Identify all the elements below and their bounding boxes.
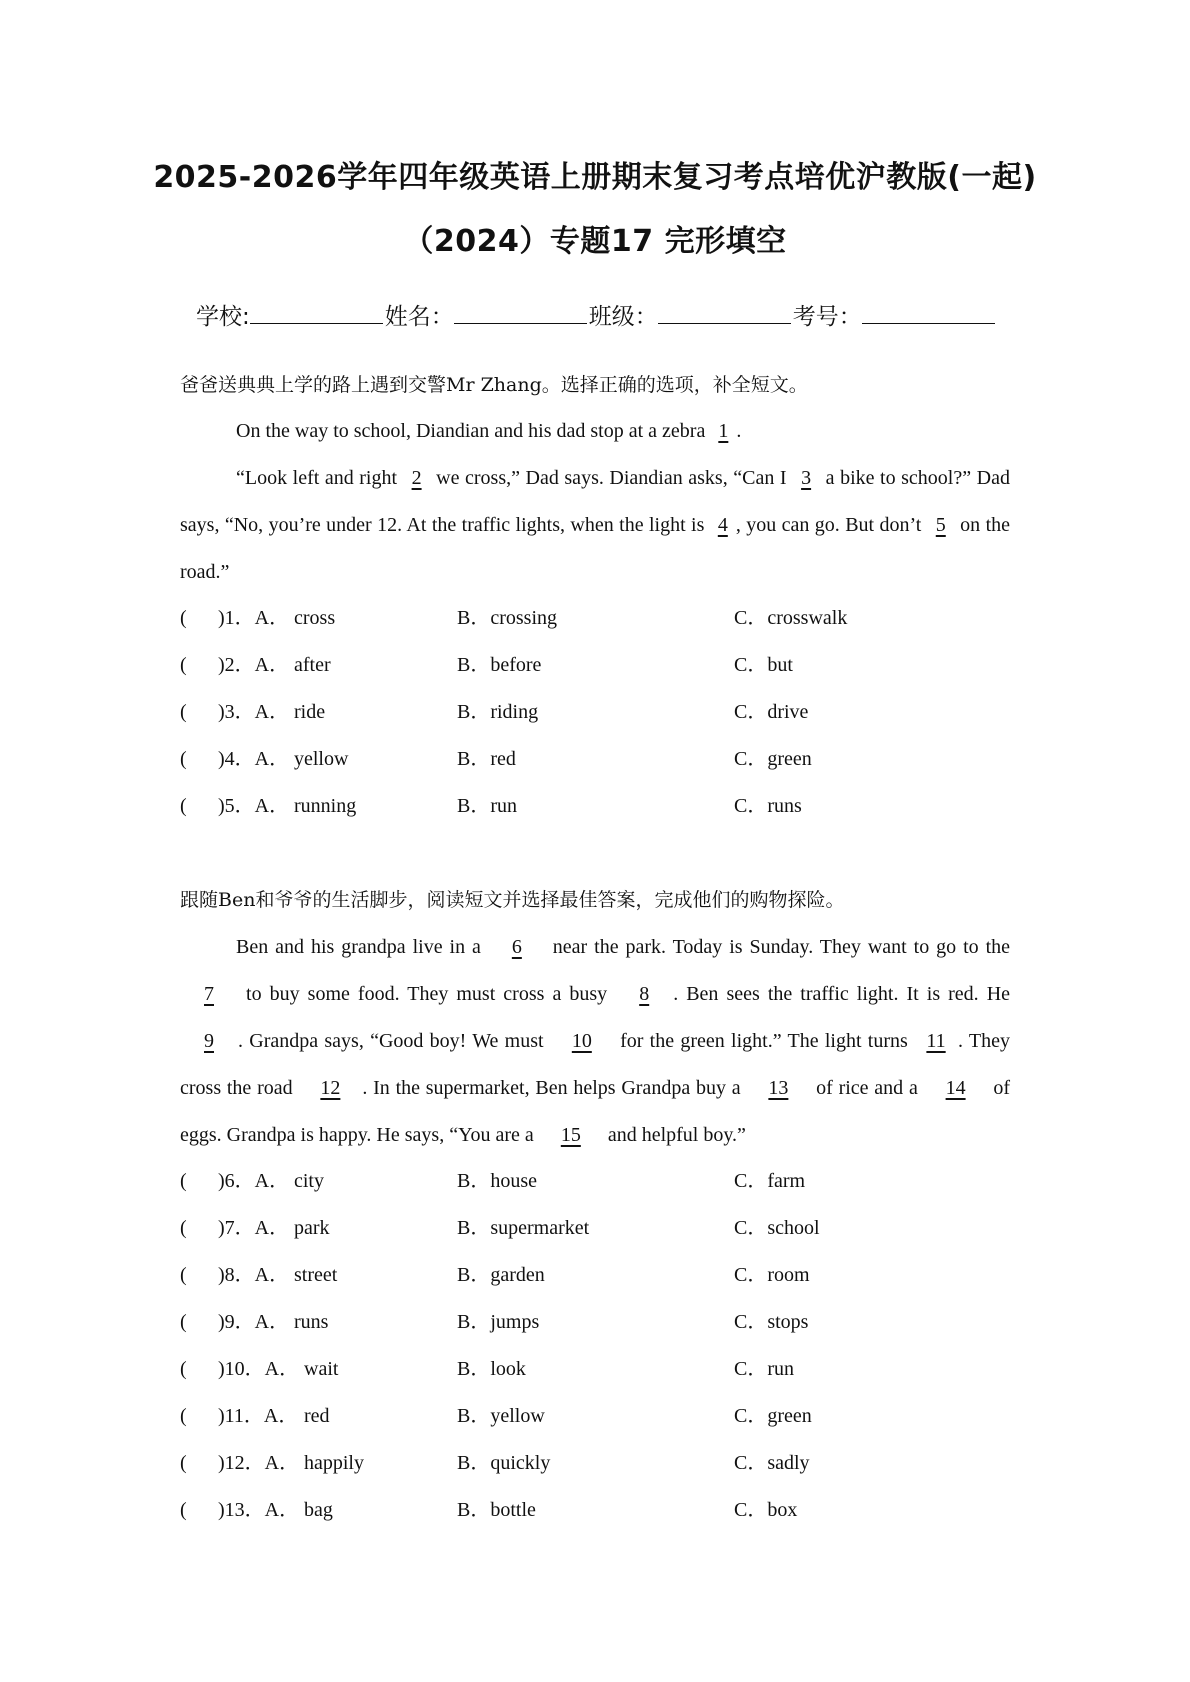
- passage-text: for the green light.” The light turns: [620, 1030, 908, 1052]
- option-c: C．green: [734, 748, 812, 770]
- question-number: )10．A．: [218, 1358, 300, 1380]
- question-number: )7．A．: [218, 1217, 290, 1239]
- option-b: B．look: [457, 1358, 526, 1380]
- worksheet-title-line2: （2024）专题17 完形填空: [403, 224, 787, 259]
- option-a: street: [294, 1264, 338, 1286]
- answer-bracket[interactable]: (: [180, 1358, 187, 1380]
- question-row: [180, 736, 1020, 783]
- option-c: C．box: [734, 1499, 798, 1521]
- exam-number-label: 考号：: [792, 304, 862, 330]
- question-row: [180, 1252, 1020, 1299]
- blank-4: 4: [717, 514, 728, 536]
- option-a: ride: [294, 701, 326, 723]
- question-row: [180, 1393, 1020, 1440]
- section1-paragraph1: [180, 408, 1010, 455]
- question-number: )4．A．: [218, 748, 290, 770]
- blank-11: 11: [926, 1030, 946, 1052]
- option-a: red: [304, 1405, 330, 1427]
- question-row: [180, 689, 1020, 736]
- option-b: B．run: [457, 795, 517, 817]
- blank-15: 15: [560, 1124, 581, 1146]
- answer-bracket[interactable]: (: [180, 748, 187, 770]
- option-c: C．drive: [734, 701, 809, 723]
- question-number: )1．A．: [218, 607, 290, 629]
- blank-1: 1: [718, 420, 729, 442]
- answer-bracket[interactable]: (: [180, 1452, 187, 1474]
- passage-text: . They cross the road: [180, 1030, 1011, 1099]
- answer-bracket[interactable]: (: [180, 1170, 187, 1192]
- question-number: )8．A．: [218, 1264, 290, 1286]
- answer-bracket[interactable]: (: [180, 654, 187, 676]
- option-b: B．before: [457, 654, 542, 676]
- question-row: [180, 595, 1020, 642]
- option-b: B．house: [457, 1170, 537, 1192]
- worksheet-title-line1: 2025-2026学年四年级英语上册期末复习考点培优沪教版(一起): [153, 160, 1037, 195]
- question-number: )12．A．: [218, 1452, 300, 1474]
- answer-bracket[interactable]: (: [180, 701, 187, 723]
- name-field[interactable]: [454, 301, 587, 324]
- option-c: C．runs: [734, 795, 802, 817]
- option-c: C．school: [734, 1217, 820, 1239]
- question-row: [180, 1158, 1020, 1205]
- section1-instruction: 爸爸送典典上学的路上遇到交警Mr Zhang。选择正确的选项，补全短文。: [180, 374, 808, 396]
- school-label: 学校:: [196, 304, 250, 330]
- option-b: B．garden: [457, 1264, 545, 1286]
- answer-bracket[interactable]: (: [180, 1264, 187, 1286]
- blank-13: 13: [768, 1077, 789, 1099]
- option-c: C．crosswalk: [734, 607, 848, 629]
- answer-bracket[interactable]: (: [180, 795, 187, 817]
- passage-text: of eggs. Grandpa is happy. He says, “You are a: [180, 1077, 1011, 1146]
- option-b: B．jumps: [457, 1311, 540, 1333]
- passage-text: a bike to school?” Dad says, “No, you’re under 12. At the traffic lights, when the light is: [180, 467, 1010, 536]
- question-number: )9．A．: [218, 1311, 290, 1333]
- question-row: [180, 1346, 1020, 1393]
- option-a: after: [294, 654, 331, 676]
- passage-text: On the way to school, Diandian and his dad stop at a zebra: [236, 420, 706, 442]
- passage-text: . In the supermarket, Ben helps Grandpa buy a: [362, 1077, 741, 1099]
- option-c: C．sadly: [734, 1452, 810, 1474]
- passage-text: on the road.”: [180, 514, 1011, 583]
- option-a: yellow: [294, 748, 349, 770]
- section1-paragraph2: [180, 455, 1010, 596]
- option-a: bag: [304, 1499, 333, 1521]
- answer-bracket[interactable]: (: [180, 1311, 187, 1333]
- passage-text: . Grandpa says, “Good boy! We must: [238, 1030, 544, 1052]
- option-b: B．quickly: [457, 1452, 551, 1474]
- option-b: B．yellow: [457, 1405, 545, 1427]
- exam-number-field[interactable]: [862, 301, 995, 324]
- section2-paragraph: [180, 924, 1010, 1159]
- option-a: runs: [294, 1311, 329, 1333]
- question-number: )3．A．: [218, 701, 290, 723]
- passage-text: .: [736, 420, 742, 442]
- class-field[interactable]: [658, 301, 791, 324]
- blank-5: 5: [935, 514, 946, 536]
- option-a: city: [294, 1170, 324, 1192]
- option-a: wait: [304, 1358, 339, 1380]
- passage-text: to buy some food. They must cross a busy: [246, 983, 608, 1005]
- option-c: C．farm: [734, 1170, 806, 1192]
- question-number: )5．A．: [218, 795, 290, 817]
- option-c: C．green: [734, 1405, 812, 1427]
- option-c: C．run: [734, 1358, 794, 1380]
- option-c: C．room: [734, 1264, 810, 1286]
- passage-text: “Look left and right: [236, 467, 398, 489]
- blank-14: 14: [945, 1077, 966, 1099]
- option-a: park: [294, 1217, 330, 1239]
- question-row: [180, 1205, 1020, 1252]
- answer-bracket[interactable]: (: [180, 1499, 187, 1521]
- blank-10: 10: [571, 1030, 592, 1052]
- passage-text: we cross,” Dad says. Diandian asks, “Can I: [436, 467, 787, 489]
- question-row: [180, 1487, 1020, 1534]
- option-b: B．bottle: [457, 1499, 536, 1521]
- option-c: C．stops: [734, 1311, 809, 1333]
- passage-text: , you can go. But don’t: [735, 514, 922, 536]
- student-info-row: [196, 298, 997, 331]
- question-number: )11．A．: [218, 1405, 299, 1427]
- question-number: )13．A．: [218, 1499, 300, 1521]
- question-row: [180, 1299, 1020, 1346]
- option-b: B．red: [457, 748, 516, 770]
- option-b: B．crossing: [457, 607, 557, 629]
- option-c: C．but: [734, 654, 793, 676]
- answer-bracket[interactable]: (: [180, 1405, 187, 1427]
- answer-bracket[interactable]: (: [180, 607, 187, 629]
- passage-text: . Ben sees the traffic light. It is red. He: [673, 983, 1011, 1005]
- name-label: 姓名：: [384, 304, 454, 330]
- passage-text: of rice and a: [816, 1077, 918, 1099]
- question-number: )2．A．: [218, 654, 290, 676]
- blank-7: 7: [204, 983, 214, 1005]
- blank-3: 3: [801, 467, 812, 489]
- question-number: )6．A．: [218, 1170, 290, 1192]
- passage-text: Ben and his grandpa live in a: [236, 936, 481, 958]
- passage-text: near the park. Today is Sunday. They want to go to the: [552, 936, 1011, 958]
- option-a: cross: [294, 607, 336, 629]
- passage-text: and helpful boy.”: [607, 1124, 746, 1146]
- question-row: [180, 1440, 1020, 1487]
- blank-9: 9: [204, 1030, 214, 1052]
- question-row: [180, 642, 1020, 689]
- blank-12: 12: [320, 1077, 341, 1099]
- blank-8: 8: [639, 983, 650, 1005]
- option-b: B．supermarket: [457, 1217, 590, 1239]
- blank-2: 2: [411, 467, 422, 489]
- blank-6: 6: [511, 936, 522, 958]
- answer-bracket[interactable]: (: [180, 1217, 187, 1239]
- question-row: [180, 783, 1020, 830]
- class-label: 班级：: [588, 304, 658, 330]
- option-a: happily: [304, 1452, 364, 1474]
- option-a: running: [294, 795, 357, 817]
- school-field[interactable]: [250, 301, 383, 324]
- option-b: B．riding: [457, 701, 539, 723]
- section2-instruction: 跟随Ben和爷爷的生活脚步，阅读短文并选择最佳答案，完成他们的购物探险。: [180, 889, 845, 911]
